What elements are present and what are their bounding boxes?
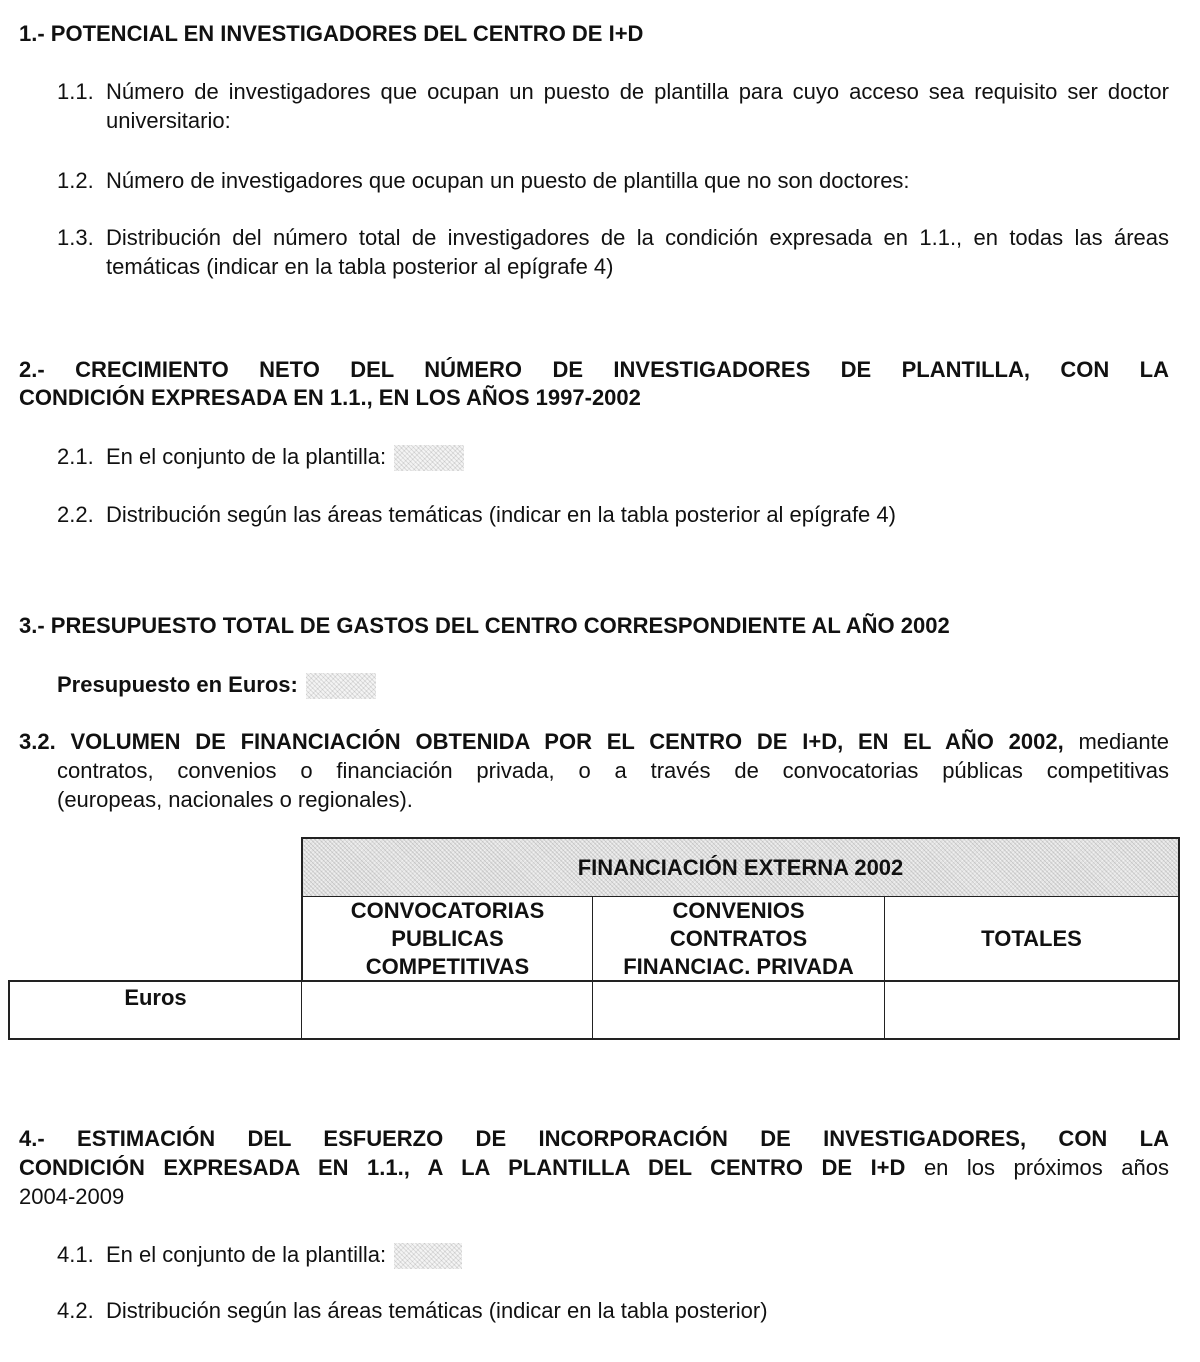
cell-convocatorias-euros[interactable]	[301, 980, 593, 1040]
cell-totales-euros[interactable]	[884, 980, 1180, 1040]
header-line: CONVENIOS	[672, 897, 805, 923]
item-number: 2.1.	[57, 444, 94, 469]
item-text: Distribución según las áreas temáticas (indicar en la tabla posterior al epígrafe 4)	[106, 502, 896, 527]
redacted-value	[394, 1243, 462, 1269]
item-number: 2.2.	[57, 502, 94, 527]
section-4-heading-line3: 2004-2009	[19, 1184, 125, 1209]
section-1-heading: 1.- POTENCIAL EN INVESTIGADORES DEL CENTRO DE I+D	[19, 21, 644, 46]
budget-line	[57, 670, 376, 699]
section-3-2-line2: contratos, convenios o financiación privada, o a través de convocatorias públicas competitivas	[57, 758, 1169, 783]
section-3-2-heading: 3.2. VOLUMEN DE FINANCIACIÓN OBTENIDA POR EL CENTRO DE I+D, EN EL AÑO 2002,	[19, 729, 1064, 754]
financing-table	[8, 837, 1180, 1040]
item-number: 4.2.	[57, 1298, 94, 1323]
item-1-2	[57, 166, 1169, 195]
cell-convenios-euros[interactable]	[592, 980, 885, 1040]
item-2-1	[57, 442, 1169, 471]
header-text: TOTALES	[981, 925, 1082, 951]
section-2-heading-line1: 2.- CRECIMIENTO NETO DEL NÚMERO DE INVESTIGADORES DE PLANTILLA, CON LA	[19, 357, 1169, 382]
redacted-value	[306, 673, 376, 699]
item-number: 1.2.	[57, 168, 94, 193]
column-header-convocatorias	[301, 896, 593, 981]
section-3-2-text: mediante	[1078, 729, 1169, 754]
item-text: Distribución del número total de investigadores de la condición expresada en 1.1., en todas las áreas temáticas (indicar en la tabla posterior al epígrafe 4)	[106, 225, 1169, 279]
item-number: 1.3.	[57, 225, 94, 250]
table-title-text: FINANCIACIÓN EXTERNA 2002	[577, 854, 904, 880]
budget-label: Presupuesto en Euros:	[57, 672, 298, 697]
redacted-value	[394, 445, 464, 471]
item-text-content: En el conjunto de la plantilla:	[106, 1242, 387, 1267]
item-number: 1.1.	[57, 79, 94, 104]
section-2-heading-line2: CONDICIÓN EXPRESADA EN 1.1., EN LOS AÑOS 1997-2002	[19, 385, 641, 410]
item-text	[106, 166, 1169, 195]
table-title	[301, 837, 1180, 897]
item-4-1	[57, 1240, 1169, 1269]
item-text-content: Número de investigadores que ocupan un puesto de plantilla que no son doctores:	[106, 168, 910, 193]
section-4-heading-rest: en los próximos años	[923, 1155, 1169, 1180]
section-4-heading-line1: 4.- ESTIMACIÓN DEL ESFUERZO DE INCORPORACIÓN DE INVESTIGADORES, CON LA	[19, 1126, 1169, 1151]
section-3-heading: 3.- PRESUPUESTO TOTAL DE GASTOS DEL CENTRO CORRESPONDIENTE AL AÑO 2002	[19, 613, 950, 638]
item-text: Distribución según las áreas temáticas (indicar en la tabla posterior)	[106, 1298, 768, 1323]
row-label-euros	[8, 980, 302, 1040]
item-4-2	[57, 1296, 1169, 1325]
item-text: Número de investigadores que ocupan un puesto de plantilla para cuyo acceso sea requisito ser doctor universitario:	[106, 79, 1169, 133]
row-label-text: Euros	[124, 985, 187, 1010]
item-1-3	[57, 223, 1169, 281]
header-line: CONTRATOS	[669, 925, 808, 951]
column-header-convenios	[592, 896, 885, 981]
item-2-2	[57, 500, 1169, 529]
column-header-totales	[884, 896, 1180, 981]
section-3-2-line3: (europeas, nacionales o regionales).	[57, 787, 413, 812]
section-4-heading-line2	[19, 1153, 1169, 1182]
header-line: FINANCIAC. PRIVADA	[623, 953, 854, 979]
header-line: PUBLICAS	[391, 925, 504, 951]
item-number: 4.1.	[57, 1242, 94, 1267]
item-text	[106, 1240, 1169, 1269]
section-4-heading-bold: CONDICIÓN EXPRESADA EN 1.1., A LA PLANTILLA DEL CENTRO DE I+D	[19, 1155, 906, 1180]
item-text-content: En el conjunto de la plantilla:	[106, 444, 387, 469]
section-3-2-line1	[19, 727, 1169, 756]
header-line: CONVOCATORIAS	[350, 897, 545, 923]
item-text	[106, 442, 1169, 471]
item-1-1	[57, 77, 1169, 135]
header-line: COMPETITIVAS	[365, 953, 530, 979]
